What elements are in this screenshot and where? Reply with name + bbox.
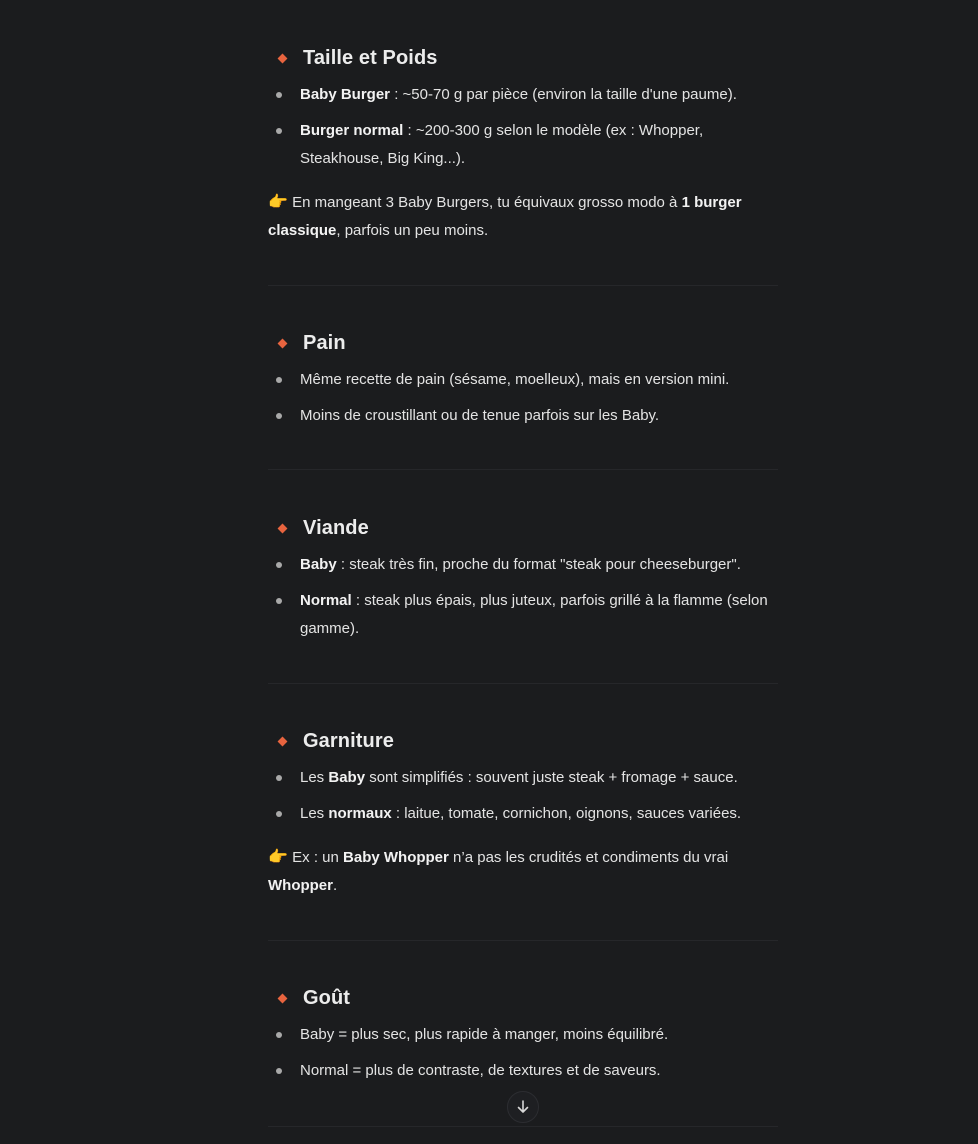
item-text: : steak très fin, proche du format "steak pour cheeseburger". <box>336 556 741 573</box>
list-item <box>268 764 778 792</box>
section-heading <box>268 43 438 73</box>
pointing-hand-icon: 👉 <box>268 849 288 866</box>
note-suffix: n’a pas les crudités et condiments du vrai <box>448 849 729 866</box>
bullet-list <box>268 764 778 836</box>
list-item <box>268 800 778 828</box>
item-text: Baby = plus sec, plus rapide à manger, moins équilibré. <box>300 1026 669 1043</box>
bullet-dot <box>276 1068 282 1074</box>
list-item <box>268 551 778 579</box>
item-bold: normaux <box>328 805 392 822</box>
note-prefix: En mangeant 3 Baby Burgers, tu équivaux grosso modo à <box>288 194 682 211</box>
item-text: : ~50-70 g par pièce (environ la taille d'une paume). <box>390 86 737 103</box>
section-heading <box>268 983 350 1013</box>
bullet-dot <box>276 128 282 134</box>
scroll-down-button[interactable] <box>507 1091 539 1123</box>
item-bold: Normal <box>300 592 352 609</box>
note-bold: Baby Whopper <box>343 849 449 866</box>
item-text: Normal = plus de contraste, de textures et de saveurs. <box>300 1062 661 1079</box>
section-title: Viande <box>303 516 369 539</box>
diamond-icon <box>278 993 288 1003</box>
item-pre: Les <box>300 805 329 822</box>
list-item <box>268 1057 778 1085</box>
list-item <box>268 402 778 430</box>
item-bold: Baby Burger <box>300 86 391 103</box>
note-prefix: Ex : un <box>288 849 344 866</box>
item-text: Moins de croustillant ou de tenue parfois sur les Baby. <box>300 407 660 424</box>
item-text: : ~200-300 g selon le modèle (ex : Whopper, Steakhouse, Big King...). <box>300 122 704 167</box>
section-title: Taille et Poids <box>303 46 438 69</box>
note-paragraph <box>268 844 778 900</box>
note-bold: 1 burger classique <box>268 194 742 239</box>
pointing-hand-icon: 👉 <box>268 194 288 211</box>
bullet-dot <box>276 598 282 604</box>
section-title: Pain <box>303 331 346 354</box>
bullet-list <box>268 1021 778 1093</box>
item-text: Même recette de pain (sésame, moelleux), mais en version mini. <box>300 371 730 388</box>
list-item <box>268 117 778 173</box>
section-heading <box>268 328 346 358</box>
note-suffix: , parfois un peu moins. <box>336 222 489 239</box>
item-pre: Les <box>300 769 329 786</box>
arrow-down-icon <box>515 1099 531 1115</box>
item-text: sont simplifiés : souvent juste steak + fromage + sauce. <box>365 769 738 786</box>
section-heading <box>268 726 394 756</box>
bullet-dot <box>276 562 282 568</box>
diamond-icon <box>278 338 288 348</box>
note-paragraph <box>268 189 778 245</box>
list-item <box>268 1021 778 1049</box>
item-bold: Burger normal <box>300 122 404 139</box>
section-divider <box>268 469 778 470</box>
bullet-dot <box>276 1032 282 1038</box>
item-text: : laitue, tomate, cornichon, oignons, sauces variées. <box>391 805 742 822</box>
section-title: Goût <box>303 986 351 1009</box>
bullet-dot <box>276 377 282 383</box>
list-item <box>268 81 778 109</box>
note-bold-2: Whopper <box>268 877 333 894</box>
bullet-dot <box>276 92 282 98</box>
bullet-list <box>268 81 778 181</box>
diamond-icon <box>278 523 288 533</box>
item-bold: Baby <box>300 556 337 573</box>
diamond-icon <box>278 736 288 746</box>
list-item <box>268 587 778 643</box>
section-heading <box>268 513 369 543</box>
bullet-dot <box>276 811 282 817</box>
item-bold: Baby <box>328 769 366 786</box>
list-item <box>268 366 778 394</box>
note-suffix-2: . <box>333 877 338 894</box>
section-title: Garniture <box>303 729 394 752</box>
section-divider <box>268 940 778 941</box>
bullet-dot <box>276 775 282 781</box>
item-text: : steak plus épais, plus juteux, parfois grillé à la flamme (selon gamme). <box>300 592 768 637</box>
diamond-icon <box>278 53 288 63</box>
section-divider <box>268 285 778 286</box>
bullet-list <box>268 551 778 651</box>
bullet-list <box>268 366 778 438</box>
section-divider <box>268 1126 778 1127</box>
bullet-dot <box>276 413 282 419</box>
section-divider <box>268 683 778 684</box>
